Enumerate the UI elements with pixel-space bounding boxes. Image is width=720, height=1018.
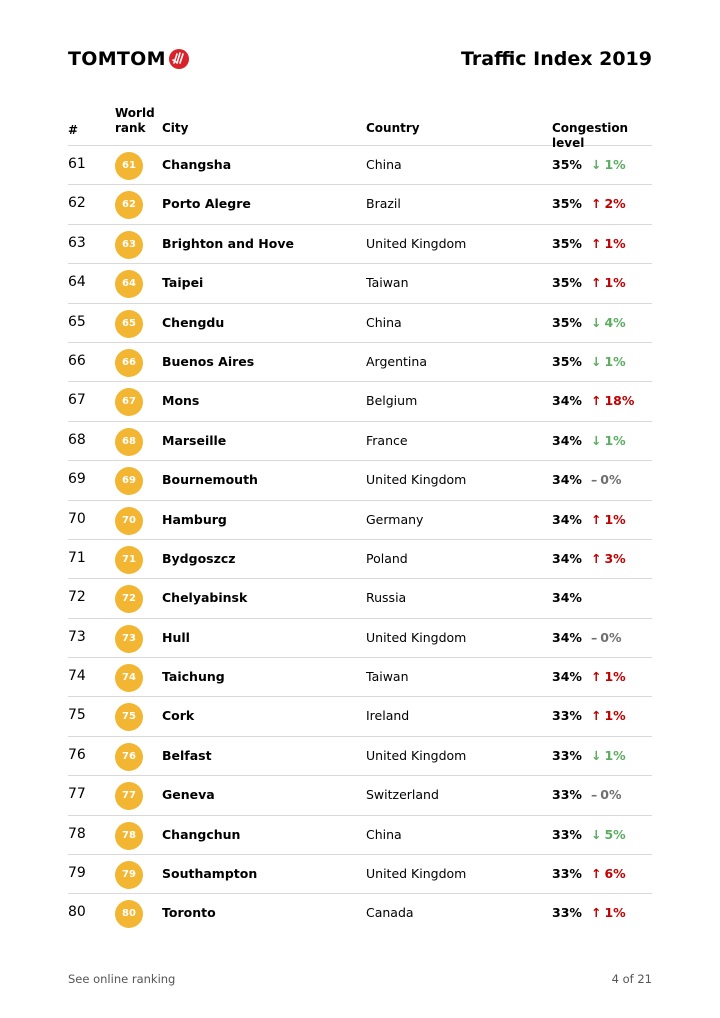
column-header-country: Country bbox=[366, 121, 420, 135]
congestion-change bbox=[591, 196, 626, 211]
dash-icon: – bbox=[591, 472, 598, 488]
congestion-change bbox=[591, 866, 626, 881]
arrow-down-icon: ↓ bbox=[591, 353, 602, 369]
row-number: 61 bbox=[68, 156, 86, 172]
city-name: Hull bbox=[162, 629, 190, 645]
row-number: 68 bbox=[68, 431, 86, 448]
change-value: 1% bbox=[604, 157, 626, 172]
city-name: Brighton and Hove bbox=[162, 235, 294, 251]
city-name: Taichung bbox=[162, 669, 225, 685]
congestion-change bbox=[591, 512, 626, 527]
change-value: 1% bbox=[604, 353, 626, 369]
congestion-change bbox=[591, 472, 621, 487]
row-number: 62 bbox=[68, 195, 86, 212]
congestion-change bbox=[591, 708, 626, 723]
arrow-up-icon: ↑ bbox=[591, 905, 602, 921]
city-name: Marseille bbox=[162, 432, 227, 448]
congestion-level: 34% bbox=[552, 472, 582, 488]
world-rank-badge: 64 bbox=[115, 270, 143, 298]
congestion-change bbox=[591, 748, 626, 763]
change-value: 0% bbox=[600, 629, 622, 645]
row-number: 63 bbox=[68, 234, 86, 251]
city-name: Changchun bbox=[162, 826, 241, 842]
see-online-ranking-link[interactable]: See online ranking bbox=[68, 972, 176, 986]
world-rank-badge: 69 bbox=[115, 467, 143, 495]
arrow-up-icon: ↑ bbox=[591, 235, 602, 251]
congestion-level: 34% bbox=[552, 393, 582, 409]
city-name: Taipei bbox=[162, 275, 204, 291]
city-name: Hamburg bbox=[162, 511, 227, 527]
world-rank-badge: 77 bbox=[115, 782, 143, 810]
congestion-change bbox=[591, 905, 626, 920]
report-title: Traffic Index 2019 bbox=[461, 48, 652, 70]
change-value: 0% bbox=[600, 787, 622, 803]
arrow-up-icon: ↑ bbox=[591, 866, 602, 882]
arrow-down-icon: ↓ bbox=[591, 157, 602, 172]
row-number: 77 bbox=[68, 786, 86, 803]
congestion-change bbox=[591, 354, 626, 369]
congestion-level: 33% bbox=[552, 905, 582, 921]
congestion-level: 35% bbox=[552, 196, 582, 212]
congestion-change bbox=[591, 433, 626, 448]
change-value: 5% bbox=[604, 826, 626, 842]
world-rank-badge: 74 bbox=[115, 664, 143, 692]
table-row bbox=[68, 579, 652, 618]
row-number: 78 bbox=[68, 825, 86, 842]
change-value: 6% bbox=[604, 866, 626, 882]
row-number: 64 bbox=[68, 274, 86, 291]
table-row bbox=[68, 619, 652, 658]
country-name: China bbox=[366, 314, 402, 330]
table-row bbox=[68, 461, 652, 500]
table-body bbox=[68, 146, 652, 934]
row-number: 74 bbox=[68, 668, 86, 685]
congestion-change bbox=[591, 157, 626, 172]
country-name: Switzerland bbox=[366, 787, 439, 803]
congestion-level: 34% bbox=[552, 511, 582, 527]
city-name: Chelyabinsk bbox=[162, 590, 248, 606]
congestion-level: 35% bbox=[552, 275, 582, 291]
city-name: Chengdu bbox=[162, 314, 225, 330]
congestion-change bbox=[591, 275, 626, 290]
table-row bbox=[68, 185, 652, 224]
table-row bbox=[68, 855, 652, 894]
column-header-congestion: Congestion level bbox=[552, 121, 629, 150]
congestion-level: 34% bbox=[552, 629, 582, 645]
country-name: China bbox=[366, 157, 402, 172]
congestion-level: 33% bbox=[552, 747, 582, 763]
table-row bbox=[68, 697, 652, 736]
country-name: Germany bbox=[366, 511, 424, 527]
country-name: United Kingdom bbox=[366, 629, 467, 645]
city-name: Changsha bbox=[162, 157, 232, 172]
country-name: United Kingdom bbox=[366, 472, 467, 488]
change-value: 1% bbox=[604, 708, 626, 724]
city-name: Belfast bbox=[162, 747, 212, 763]
world-rank-badge: 72 bbox=[115, 585, 143, 613]
country-name: United Kingdom bbox=[366, 866, 467, 882]
change-value: 0% bbox=[600, 472, 622, 488]
congestion-change bbox=[591, 669, 626, 684]
country-name: China bbox=[366, 826, 402, 842]
congestion-level: 35% bbox=[552, 314, 582, 330]
table-row bbox=[68, 816, 652, 855]
arrow-down-icon: ↓ bbox=[591, 432, 602, 448]
congestion-change bbox=[591, 393, 634, 408]
table-row bbox=[68, 225, 652, 264]
world-rank-badge: 68 bbox=[115, 428, 143, 456]
country-name: Brazil bbox=[366, 196, 401, 212]
change-value: 2% bbox=[604, 196, 626, 212]
city-name: Geneva bbox=[162, 787, 215, 803]
page-header bbox=[68, 46, 652, 72]
table-row bbox=[68, 422, 652, 461]
table-row bbox=[68, 737, 652, 776]
table-row bbox=[68, 264, 652, 303]
logo-text: TOMTOM bbox=[68, 48, 166, 70]
arrow-down-icon: ↓ bbox=[591, 826, 602, 842]
arrow-down-icon: ↓ bbox=[591, 314, 602, 330]
row-number: 65 bbox=[68, 313, 86, 330]
congestion-level: 33% bbox=[552, 866, 582, 882]
dash-icon: – bbox=[591, 629, 598, 645]
city-name: Buenos Aires bbox=[162, 353, 255, 369]
congestion-change bbox=[591, 827, 626, 842]
world-rank-badge: 66 bbox=[115, 349, 143, 377]
change-value: 4% bbox=[604, 314, 626, 330]
arrow-up-icon: ↑ bbox=[591, 393, 602, 409]
country-name: United Kingdom bbox=[366, 747, 467, 763]
change-value: 1% bbox=[604, 275, 626, 291]
table-row bbox=[68, 501, 652, 540]
world-rank-badge: 79 bbox=[115, 861, 143, 889]
table-row bbox=[68, 146, 652, 185]
arrow-up-icon: ↑ bbox=[591, 275, 602, 291]
table-row bbox=[68, 776, 652, 815]
column-header-world-rank: World rank bbox=[115, 106, 155, 135]
country-name: Canada bbox=[366, 905, 414, 921]
city-name: Cork bbox=[162, 708, 195, 724]
change-value: 1% bbox=[604, 432, 626, 448]
change-value: 3% bbox=[604, 550, 626, 566]
congestion-change bbox=[591, 315, 626, 330]
world-rank-badge: 65 bbox=[115, 310, 143, 338]
congestion-change bbox=[591, 236, 626, 251]
congestion-level: 34% bbox=[552, 432, 582, 448]
row-number: 79 bbox=[68, 865, 86, 882]
row-number: 66 bbox=[68, 352, 86, 369]
congestion-level: 34% bbox=[552, 550, 582, 566]
row-number: 72 bbox=[68, 589, 86, 606]
congestion-level: 33% bbox=[552, 826, 582, 842]
world-rank-badge: 70 bbox=[115, 507, 143, 535]
world-rank-badge: 62 bbox=[115, 191, 143, 219]
country-name: Russia bbox=[366, 590, 407, 606]
congestion-level: 33% bbox=[552, 787, 582, 803]
page-number: 4 of 21 bbox=[611, 972, 652, 986]
table-row bbox=[68, 343, 652, 382]
row-number: 73 bbox=[68, 628, 86, 645]
congestion-change bbox=[591, 787, 621, 802]
congestion-level: 33% bbox=[552, 708, 582, 724]
city-name: Bydgoszcz bbox=[162, 550, 236, 566]
country-name: Belgium bbox=[366, 393, 418, 409]
row-number: 67 bbox=[68, 392, 86, 409]
country-name: France bbox=[366, 432, 408, 448]
country-name: Poland bbox=[366, 550, 408, 566]
world-rank-badge: 80 bbox=[115, 900, 143, 928]
city-name: Bournemouth bbox=[162, 472, 258, 488]
table-row bbox=[68, 658, 652, 697]
table-header bbox=[68, 106, 652, 150]
row-number: 69 bbox=[68, 471, 86, 488]
column-header-city: City bbox=[162, 121, 189, 135]
arrow-up-icon: ↑ bbox=[591, 708, 602, 724]
change-value: 1% bbox=[604, 235, 626, 251]
tomtom-hand-icon bbox=[168, 48, 190, 70]
row-number: 76 bbox=[68, 746, 86, 763]
city-name: Porto Alegre bbox=[162, 196, 251, 212]
congestion-change bbox=[591, 551, 626, 566]
change-value: 1% bbox=[604, 747, 626, 763]
world-rank-badge: 76 bbox=[115, 743, 143, 771]
row-number: 75 bbox=[68, 707, 86, 724]
arrow-up-icon: ↑ bbox=[591, 669, 602, 685]
country-name: Ireland bbox=[366, 708, 410, 724]
country-name: Argentina bbox=[366, 353, 427, 369]
congestion-level: 35% bbox=[552, 235, 582, 251]
country-name: United Kingdom bbox=[366, 235, 467, 251]
country-name: Taiwan bbox=[366, 669, 409, 685]
arrow-up-icon: ↑ bbox=[591, 196, 602, 212]
change-value: 1% bbox=[604, 511, 626, 527]
world-rank-badge: 73 bbox=[115, 625, 143, 653]
table-row bbox=[68, 894, 652, 933]
congestion-level: 35% bbox=[552, 353, 582, 369]
world-rank-badge: 78 bbox=[115, 822, 143, 850]
table-row bbox=[68, 382, 652, 421]
tomtom-logo bbox=[68, 48, 190, 70]
congestion-level: 34% bbox=[552, 590, 582, 606]
row-number: 70 bbox=[68, 510, 86, 527]
city-name: Toronto bbox=[162, 905, 216, 921]
world-rank-badge: 63 bbox=[115, 231, 143, 259]
arrow-down-icon: ↓ bbox=[591, 747, 602, 763]
column-header-num: # bbox=[68, 123, 79, 137]
country-name: Taiwan bbox=[366, 275, 409, 291]
arrow-up-icon: ↑ bbox=[591, 550, 602, 566]
row-number: 71 bbox=[68, 549, 86, 566]
world-rank-badge: 75 bbox=[115, 703, 143, 731]
ranking-table bbox=[68, 106, 652, 934]
row-number: 80 bbox=[68, 904, 86, 921]
congestion-change bbox=[591, 630, 621, 645]
city-name: Mons bbox=[162, 393, 200, 409]
city-name: Southampton bbox=[162, 866, 258, 882]
arrow-up-icon: ↑ bbox=[591, 511, 602, 527]
table-row bbox=[68, 540, 652, 579]
world-rank-badge: 71 bbox=[115, 546, 143, 574]
change-value: 1% bbox=[604, 905, 626, 921]
world-rank-badge: 67 bbox=[115, 388, 143, 416]
change-value: 1% bbox=[604, 669, 626, 685]
dash-icon: – bbox=[591, 787, 598, 803]
congestion-level: 34% bbox=[552, 669, 582, 685]
change-value: 18% bbox=[604, 393, 635, 409]
congestion-level: 35% bbox=[552, 157, 582, 172]
table-row bbox=[68, 304, 652, 343]
world-rank-badge: 61 bbox=[115, 152, 143, 180]
